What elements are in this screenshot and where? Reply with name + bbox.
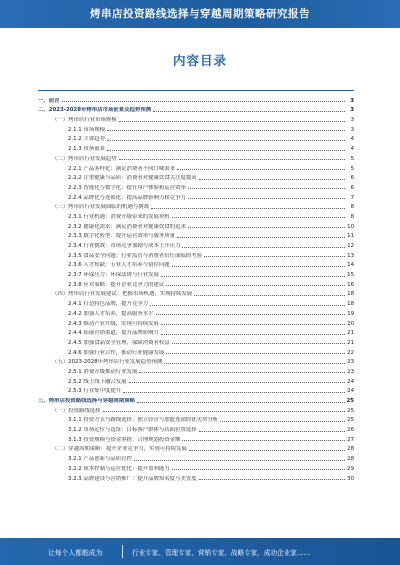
- toc-entry[interactable]: [38, 433, 354, 443]
- toc-entry-label: 2.1.2 主要趋势: [68, 136, 105, 143]
- toc-page-number: 19: [347, 310, 354, 317]
- toc-leader-dots: [177, 169, 345, 170]
- toc-page-number: 15: [347, 272, 354, 279]
- footer-tagline: 行业专家、管理专家、营销专家、战略专家、成功企业家……: [132, 549, 311, 557]
- toc-entry[interactable]: [38, 113, 354, 123]
- toc-entry[interactable]: [38, 210, 354, 220]
- toc-leader-dots: [199, 431, 345, 432]
- toc-leader-dots: [103, 411, 345, 412]
- toc-leader-dots: [62, 101, 345, 102]
- toc-leader-dots: [188, 198, 345, 199]
- toc-leader-dots: [119, 121, 345, 122]
- toc-entry-label: 2.2.1 产品多样化：满足消费者不同口味需求: [68, 165, 176, 172]
- toc-leader-dots: [182, 440, 345, 441]
- toc-entry-label: 一、前言: [38, 97, 60, 104]
- toc-page-number: 30: [347, 475, 354, 482]
- toc-title: 内容目录: [172, 53, 227, 68]
- toc-leader-dots: [188, 227, 345, 228]
- toc-page-number: 16: [347, 281, 354, 288]
- toc-leader-dots: [107, 140, 345, 141]
- toc-entry[interactable]: [38, 142, 354, 152]
- toc-page-number: 12: [347, 243, 354, 249]
- toc-leader-dots: [151, 208, 345, 209]
- toc-entry[interactable]: [38, 365, 354, 375]
- toc-page-number: 3: [350, 126, 354, 133]
- toc-entry-label: 2.3.7 环保压力：环保法规与行业发展: [68, 272, 159, 279]
- toc-entry-label: 2.4.6 加强行业合作，推动行业健康发展: [68, 349, 165, 356]
- toc-entry[interactable]: [38, 278, 354, 288]
- header-banner: [0, 0, 400, 28]
- toc-entry-label: 2.4.3 推动产业升级，实现可持续发展: [68, 320, 159, 327]
- toc-leader-dots: [161, 276, 345, 277]
- toc-page-number: 28: [347, 446, 354, 453]
- toc-entry-label: 2.2.4 品牌化与连锁化：提高品牌影响力和竞争力: [68, 194, 186, 201]
- toc-page-number: 23: [347, 359, 354, 366]
- toc-leader-dots: [177, 237, 345, 238]
- toc-entry-label: （一）烤串店行业市场规模: [52, 117, 117, 124]
- toc-entry-label: 2.4.4 拓展营销渠道，提升品牌影响力: [68, 330, 159, 337]
- toc-page-number: 24: [347, 378, 354, 385]
- toc-entry-label: 2.4.1 打造特色品牌，提升竞争力: [68, 301, 149, 308]
- toc-entry-label: 3.2.2 成本控制与运营优化：提升盈利能力: [68, 465, 170, 472]
- toc-leader-dots: [220, 421, 345, 422]
- toc-page-number: 26: [347, 427, 354, 434]
- toc-entry[interactable]: [38, 239, 354, 249]
- toc-entry-label: 3.2.3 品牌建设与营销推广：提升品牌知名度与美誉度: [68, 475, 197, 482]
- report-title: 烤串店投资路线选择与穿越周期策略研究报告: [90, 8, 310, 20]
- toc-leader-dots: [161, 324, 345, 325]
- toc-leader-dots: [156, 314, 345, 315]
- toc-top-rule: [38, 90, 354, 91]
- toc-leader-dots: [150, 305, 345, 306]
- toc-leader-dots: [172, 469, 345, 470]
- toc-entry[interactable]: [38, 327, 354, 337]
- toc-entry[interactable]: [38, 317, 354, 327]
- toc-page-number: 3: [350, 97, 354, 104]
- toc-entry[interactable]: [38, 452, 354, 462]
- toc-entry[interactable]: [38, 472, 354, 482]
- toc-leader-dots: [194, 295, 345, 296]
- toc-entry[interactable]: [38, 172, 354, 182]
- toc-entry-label: 2.3.5 食品安全问题：行业监管与消费者信任面临的考验: [68, 252, 203, 259]
- toc-leader-dots: [139, 372, 345, 373]
- toc-page-number: 25: [346, 398, 354, 404]
- table-of-contents: [38, 94, 354, 482]
- toc-page-number: 5: [350, 155, 354, 162]
- toc-entry-label: （二）穿越周期策略：提升企业竞争力，实现可持续发展: [52, 446, 187, 453]
- toc-leader-dots: [107, 130, 345, 131]
- toc-entry[interactable]: [38, 259, 354, 269]
- toc-entry[interactable]: [38, 385, 354, 395]
- toc-entry[interactable]: [38, 220, 354, 230]
- toc-leader-dots: [161, 334, 345, 335]
- toc-entry-label: （三）烤串店行业发展面临的机遇与挑战: [52, 204, 150, 211]
- toc-entry[interactable]: [38, 356, 354, 366]
- toc-entry[interactable]: [38, 307, 354, 317]
- toc-entry[interactable]: [38, 201, 354, 211]
- toc-page-number: 6: [350, 175, 354, 182]
- toc-page-number: 18: [347, 291, 354, 298]
- toc-entry-label: 3.2.1 产品创新与品质管控: [68, 456, 132, 463]
- toc-entry[interactable]: [38, 268, 354, 278]
- toc-entry[interactable]: [38, 94, 354, 104]
- toc-entry[interactable]: [38, 133, 354, 143]
- toc-entry[interactable]: [38, 375, 354, 385]
- toc-entry-label: 2.5.2 线上线下融合发展: [68, 378, 127, 385]
- toc-entry-label: （四）烤串店行业发展建议：把握市场机遇，实现持续发展: [52, 291, 193, 298]
- toc-leader-dots: [134, 460, 345, 461]
- toc-entry[interactable]: [38, 423, 354, 433]
- toc-page-number: 21: [347, 330, 354, 337]
- toc-leader-dots: [166, 353, 345, 354]
- toc-entry[interactable]: [38, 288, 354, 298]
- toc-entry-label: 2.3.2 健康化需求：满足消费者对健康饮食的追求: [68, 223, 186, 230]
- toc-entry-label: 三、烤串店投资路线选择与穿越周期策略: [38, 398, 136, 404]
- toc-entry-label: 2.4.2 加强人才培养，提高服务水平: [68, 310, 154, 317]
- toc-entry-label: 2.1.3 市场前景: [68, 146, 105, 153]
- toc-leader-dots: [182, 247, 345, 248]
- toc-entry[interactable]: [38, 181, 354, 191]
- toc-entry-label: 2.5.1 消费升级推动行业发展: [68, 368, 138, 375]
- toc-entry-label: （一）投资路线选择: [52, 407, 101, 414]
- toc-entry-label: 2.3.1 行业机遇：消费升级带来的发展契机: [68, 213, 170, 220]
- toc-entry[interactable]: [38, 104, 354, 114]
- toc-page-number: 22: [347, 349, 354, 356]
- toc-entry[interactable]: [38, 346, 354, 356]
- toc-entry-label: 3.1.2 市场定位与选址：目标客户群体与店面位置选择: [68, 427, 197, 434]
- toc-page-number: 18: [347, 301, 354, 308]
- toc-entry-label: 2.2.2 注重健康与品质：消费者对健康饮食关注度提高: [68, 175, 197, 182]
- toc-page-number: 10: [347, 223, 354, 230]
- toc-entry[interactable]: [38, 152, 354, 162]
- toc-page-number: 4: [350, 136, 354, 143]
- toc-page-number: 7: [350, 194, 354, 201]
- toc-page-number: 8: [350, 213, 354, 220]
- toc-entry[interactable]: [38, 249, 354, 259]
- toc-entry[interactable]: [38, 230, 354, 240]
- toc-entry[interactable]: [38, 191, 354, 201]
- toc-page-number: 23: [347, 368, 354, 375]
- footer-divider: [122, 545, 123, 558]
- toc-entry-label: 2.4.5 加强食品安全管理，保障消费者权益: [68, 339, 170, 346]
- toc-page-number: 14: [347, 262, 354, 269]
- toc-leader-dots: [153, 111, 345, 112]
- toc-page-number: 3: [350, 117, 354, 124]
- toc-page-number: 4: [350, 146, 354, 153]
- toc-page-number: 11: [347, 233, 354, 240]
- toc-page-number: 21: [347, 339, 354, 346]
- toc-leader-dots: [166, 285, 345, 286]
- footer-banner: [0, 538, 400, 565]
- toc-leader-dots: [199, 479, 345, 480]
- toc-entry-label: 2.3.4 行业挑战：市场竞争加剧与成本上升压力: [68, 243, 181, 249]
- toc-page-number: 25: [347, 407, 354, 414]
- toc-entry[interactable]: [38, 162, 354, 172]
- toc-page-number: 24: [347, 388, 354, 395]
- toc-entry[interactable]: [38, 336, 354, 346]
- toc-page-number: 28: [347, 456, 354, 463]
- toc-entry[interactable]: [38, 123, 354, 133]
- toc-entry[interactable]: [38, 414, 354, 424]
- toc-entry-label: （五）2023-2028年烤串店行业发展趋势预测: [52, 359, 163, 366]
- toc-entry-label: 二、2023-2028年烤串店市场前景及趋势预测: [38, 107, 152, 114]
- toc-entry-label: 2.5.3 行业集中度提升: [68, 388, 122, 395]
- toc-entry[interactable]: [38, 297, 354, 307]
- toc-leader-dots: [188, 188, 345, 189]
- toc-entry[interactable]: [38, 462, 354, 472]
- toc-leader-dots: [172, 266, 345, 267]
- toc-page-number: 6: [350, 184, 354, 191]
- toc-page-number: 13: [347, 252, 354, 259]
- toc-leader-dots: [189, 450, 345, 451]
- toc-entry-label: 2.1.1 市场规模: [68, 126, 105, 133]
- toc-page-number: 25: [347, 417, 354, 424]
- toc-leader-dots: [123, 392, 345, 393]
- toc-page-number: 27: [347, 436, 354, 443]
- toc-entry-label: 3.1.3 投资规模与资金筹措：合理规划投资金额: [68, 436, 181, 443]
- toc-entry-label: 2.2.3 智能化与数字化：提升用户体验和运营效率: [68, 184, 186, 191]
- toc-leader-dots: [164, 363, 345, 364]
- toc-entry[interactable]: [38, 394, 354, 404]
- toc-leader-dots: [199, 179, 345, 180]
- toc-leader-dots: [119, 159, 345, 160]
- toc-leader-dots: [129, 382, 345, 383]
- toc-entry-label: 2.3.3 数字化转型：提升运营效率与服务质量: [68, 233, 176, 240]
- toc-entry-label: （二）烤串店行业发展趋势: [52, 155, 117, 162]
- toc-page-number: 20: [347, 320, 354, 327]
- footer-slogan: 让每个人都能成为: [48, 549, 103, 557]
- toc-leader-dots: [204, 256, 345, 257]
- toc-entry-label: 2.3.6 人才短缺：专业人才培养与留存问题: [68, 262, 170, 269]
- toc-page-number: 8: [350, 204, 354, 211]
- toc-page-number: 5: [350, 165, 354, 172]
- toc-entry-label: 3.1.1 投资方式与路线选择：独立经营与加盟连锁的优劣势分析: [68, 417, 219, 424]
- toc-leader-dots: [107, 150, 345, 151]
- toc-leader-dots: [172, 217, 345, 218]
- toc-entry[interactable]: [38, 443, 354, 453]
- toc-entry[interactable]: [38, 404, 354, 414]
- toc-entry-label: 2.3.8 应对策略：提升企业竞争力的建议: [68, 281, 165, 288]
- toc-page-number: 29: [347, 465, 354, 472]
- toc-page-number: 3: [350, 107, 354, 114]
- toc-leader-dots: [172, 343, 345, 344]
- toc-leader-dots: [137, 402, 345, 403]
